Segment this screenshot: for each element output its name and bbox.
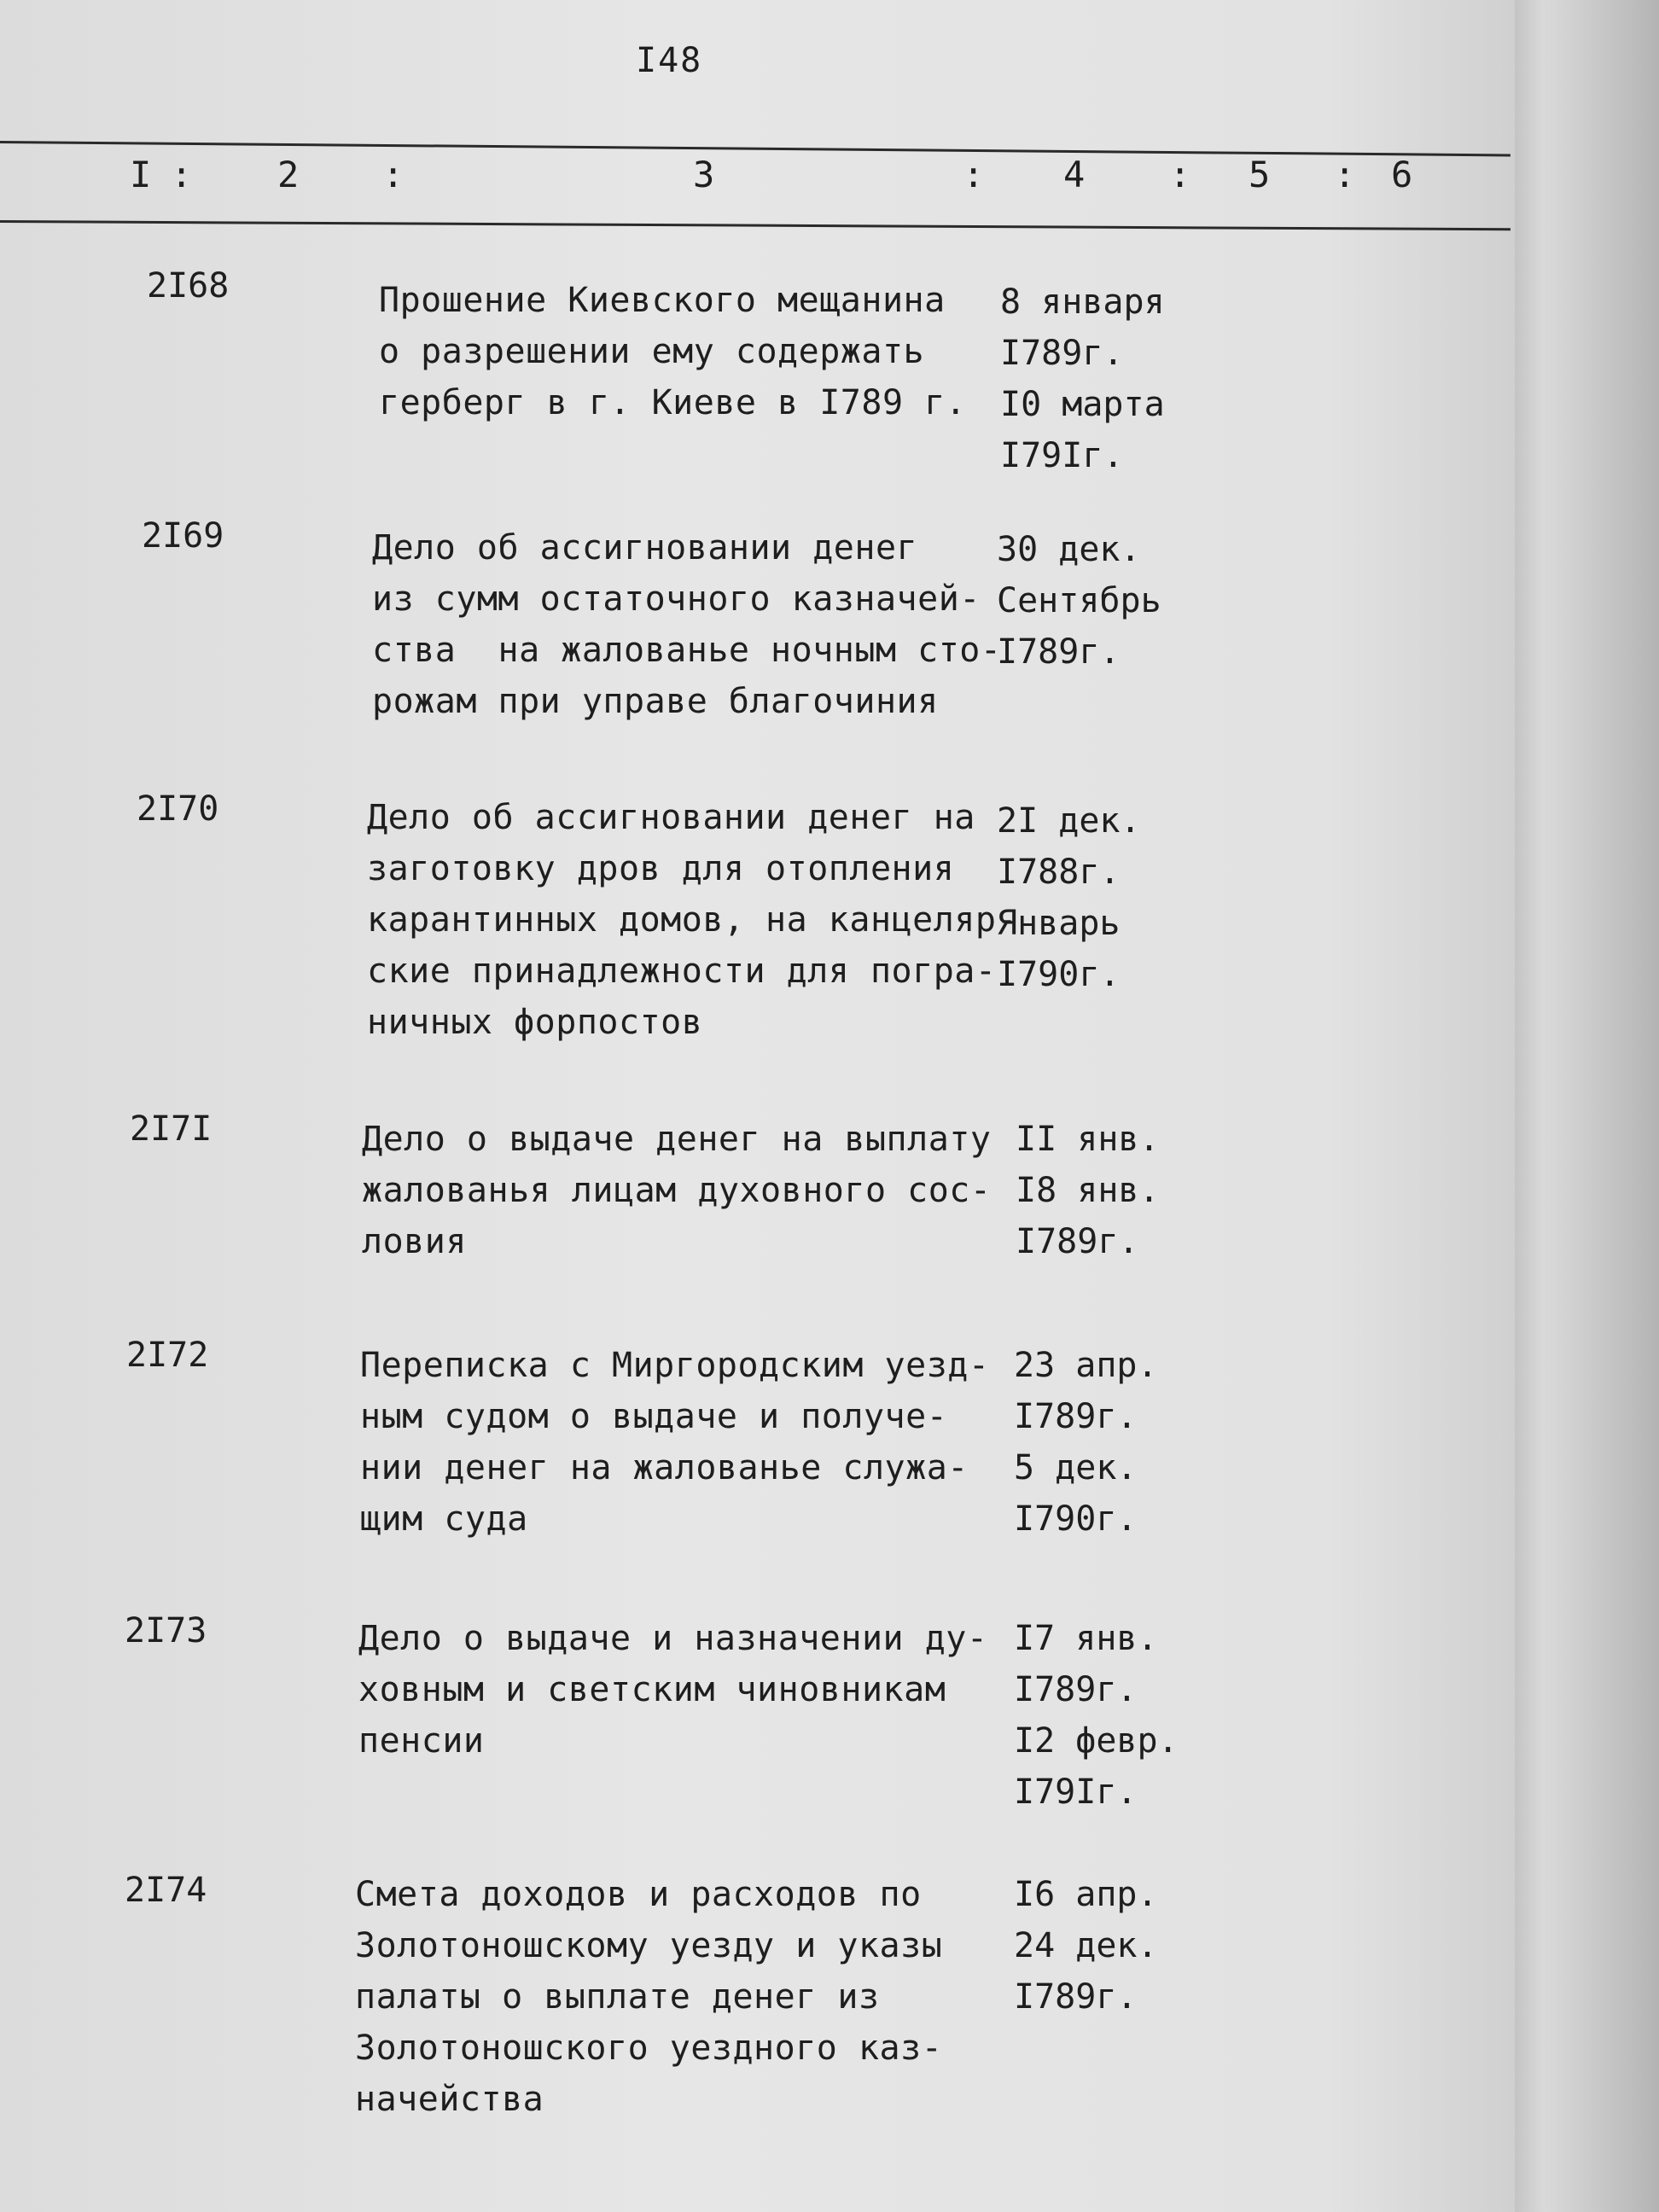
column-separator: : (1169, 154, 1191, 195)
entry-title: Дело об ассигновании денег из сумм остаточного казначей- ства на жалованье ночным сто- рожам при управе благочиния (372, 528, 1002, 721)
column-header-3: 3 (693, 154, 715, 195)
column-separator: : (963, 154, 985, 195)
entry-title: Дело об ассигновании денег на заготовку дров для отопления карантинных домов, на канцеляр- ские принадлежности для погра- ничных форпостов (367, 798, 1018, 1042)
entry-title: Прошение Киевского мещанина о разрешении ему содержать герберг в г. Киеве в I789 г. (379, 281, 967, 422)
entry-dates: 30 дек. Сентябрь I789г. (997, 530, 1161, 672)
header-top-rule (0, 141, 1511, 156)
page-number: I48 (636, 41, 703, 80)
entry-dates: I7 янв. I789г. I2 февр. I79Iг. (1014, 1619, 1179, 1812)
entry-dates: II янв. I8 янв. I789г. (1016, 1120, 1160, 1261)
column-separator: : (382, 154, 405, 195)
entry-number: 2I68 (147, 266, 230, 306)
entry-number: 2I69 (142, 516, 224, 556)
column-separator: : (1334, 154, 1356, 195)
entry-title: Дело о выдаче денег на выплату жалованья лицам духовного сос- ловия (362, 1120, 992, 1261)
column-separator: : (171, 154, 193, 195)
column-header-5: 5 (1249, 154, 1271, 195)
entry-number: 2I72 (126, 1336, 209, 1375)
page-edge-shadow (1515, 0, 1659, 2212)
entry-title: Переписка с Миргородским уезд- ным судом о выдаче и получе- нии денег на жалованье служа- щим суда (360, 1346, 990, 1539)
entry-title: Дело о выдаче и назначении ду- ховным и светским чиновникам пенсии (358, 1619, 988, 1761)
entry-number: 2I70 (137, 789, 219, 829)
entry-title: Смета доходов и расходов по Золотоношскому уезду и указы палаты о выплате денег из Золотоношского уездного каз- начейства (355, 1875, 943, 2119)
entry-dates: 2I дек. I788г. Январь I790г. (997, 801, 1141, 994)
entry-number: 2I73 (125, 1611, 207, 1650)
column-header-2: 2 (277, 154, 300, 195)
entry-number: 2I74 (125, 1871, 207, 1910)
entry-dates: I6 апр. 24 дек. I789г. (1014, 1875, 1158, 2017)
column-header-1: I (130, 154, 152, 195)
entry-dates: 8 января I789г. I0 марта I79Iг. (1000, 282, 1165, 475)
column-header-6: 6 (1391, 154, 1413, 195)
entry-number: 2I7I (130, 1109, 212, 1149)
entry-dates: 23 апр. I789г. 5 дек. I790г. (1014, 1346, 1158, 1539)
column-header-4: 4 (1063, 154, 1086, 195)
header-bottom-rule (0, 220, 1511, 230)
